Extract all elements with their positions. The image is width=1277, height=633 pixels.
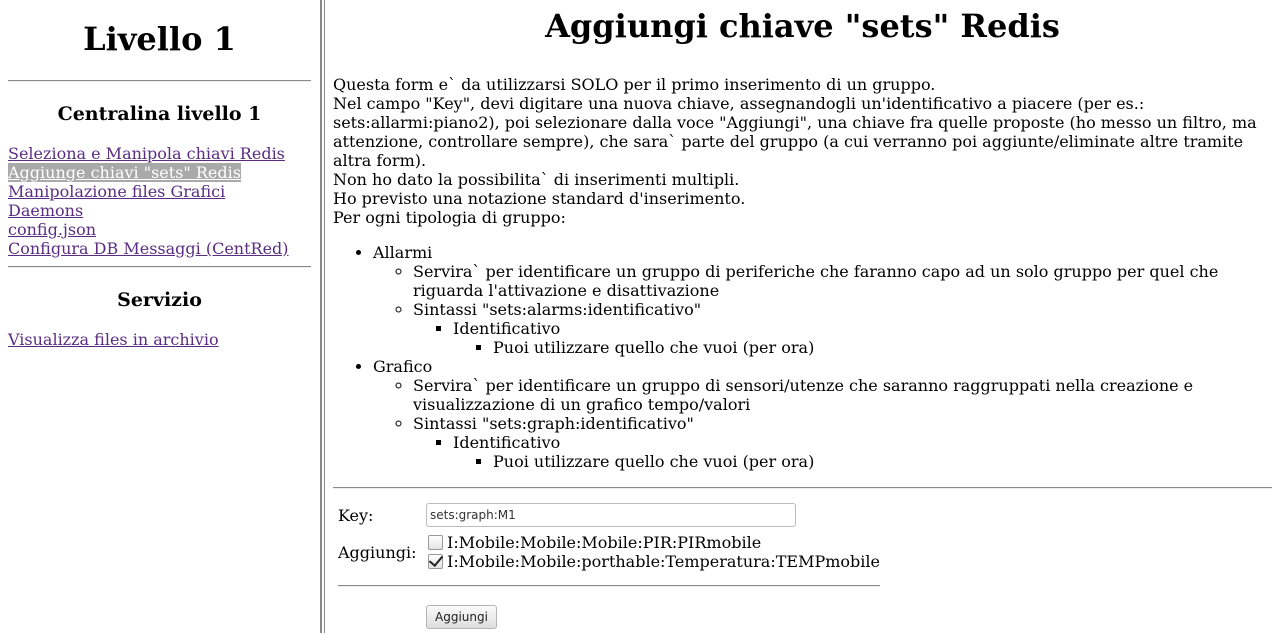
option-row[interactable] bbox=[426, 552, 880, 571]
sidebar bbox=[0, 20, 320, 349]
nav-link-aggiunge-chiavi-sets[interactable]: Aggiunge chiavi "sets" Redis bbox=[8, 163, 241, 182]
divider bbox=[8, 80, 311, 82]
identifier-note: ▪ Puoi utilizzare quello che vuoi (per ora) bbox=[493, 338, 1272, 357]
submit-cell bbox=[423, 603, 883, 631]
main-content bbox=[325, 7, 1277, 633]
intro-line: Nel campo "Key", devi digitare una nuova chiave, assegnandogli un'identificativo a piacere (per es.: sets:allarmi:piano2), poi selezionare dalla voce "Aggiungi", una chiave fra quelle proposte (ho messo un filtro, ma attenzione, controllare sempre), che sara` parte del gruppo (a cui verranno poi aggiunte/eliminate altre tramite altra form). bbox=[333, 94, 1257, 170]
left-frame bbox=[0, 0, 320, 633]
add-set-form bbox=[333, 499, 1272, 633]
intro-line: Non ho dato la possibilita` di inserimenti multipli. bbox=[333, 170, 740, 189]
nav-link-manipolazione-grafici[interactable]: Manipolazione files Grafici bbox=[8, 182, 226, 201]
add-label: Aggiungi: bbox=[338, 542, 417, 562]
section-title-servizio: Servizio bbox=[117, 289, 202, 311]
form-divider bbox=[333, 487, 1272, 489]
intro-line: Per ogni tipologia di gruppo: bbox=[333, 208, 566, 227]
group-syntax-item bbox=[413, 300, 1272, 357]
nav-link-configura-db-messaggi[interactable]: Configura DB Messaggi (CentRed) bbox=[8, 239, 289, 258]
list-item-allarmi bbox=[373, 243, 1272, 357]
identifier-item bbox=[453, 433, 1272, 471]
key-label: Key: bbox=[338, 505, 374, 525]
nav-link-seleziona-chiavi[interactable]: Seleziona e Manipola chiavi Redis bbox=[8, 144, 285, 163]
options-cell bbox=[423, 531, 883, 573]
option-row[interactable] bbox=[426, 533, 880, 552]
group-syntax-item bbox=[413, 414, 1272, 471]
identifier-note: ▪ Puoi utilizzare quello che vuoi (per ora) bbox=[493, 452, 1272, 471]
add-row bbox=[335, 531, 883, 573]
intro-text bbox=[333, 75, 1272, 227]
form-table bbox=[333, 499, 885, 633]
page-title: Aggiungi chiave "sets" Redis bbox=[545, 7, 1060, 45]
group-syntax: Sintassi "sets:alarms:identificativo" bbox=[413, 300, 702, 319]
nav-link-visualizza-archivio[interactable]: Visualizza files in archivio bbox=[8, 330, 219, 349]
identifier-label: Identificativo bbox=[453, 433, 561, 452]
group-details-list bbox=[373, 262, 1272, 357]
key-input[interactable] bbox=[426, 503, 796, 527]
intro-line: Questa form e` da utilizzarsi SOLO per il primo inserimento di un gruppo. bbox=[333, 75, 936, 94]
group-description: ◦ Servira` per identificare un gruppo di periferiche che faranno capo ad un solo gruppo per quel che riguarda l'attivazione e disattivazione bbox=[413, 262, 1272, 300]
submit-row bbox=[335, 603, 883, 631]
group-name: Allarmi bbox=[373, 243, 433, 262]
group-details-list bbox=[373, 376, 1272, 471]
option-checkbox[interactable] bbox=[428, 554, 443, 569]
identifier-list bbox=[413, 319, 1272, 357]
group-types-list bbox=[333, 243, 1272, 471]
submit-spacer bbox=[335, 603, 421, 631]
option-label: I:Mobile:Mobile:Mobile:PIR:PIRmobile bbox=[447, 533, 762, 552]
identifier-item bbox=[453, 319, 1272, 357]
option-label: I:Mobile:Mobile:porthable:Temperatura:TEMPmobile bbox=[447, 552, 880, 571]
intro-line: Ho previsto una notazione standard d'inserimento. bbox=[333, 189, 746, 208]
section-title-centralina: Centralina livello 1 bbox=[57, 103, 262, 125]
site-title: Livello 1 bbox=[83, 20, 236, 58]
divider bbox=[8, 266, 311, 268]
list-item-grafico bbox=[373, 357, 1272, 471]
rule-cell bbox=[335, 575, 883, 601]
main-frame bbox=[325, 0, 1277, 633]
nav-link-config-json[interactable]: config.json bbox=[8, 220, 97, 239]
identifier-list bbox=[413, 433, 1272, 471]
identifier-label: Identificativo bbox=[453, 319, 561, 338]
identifier-note-list bbox=[453, 338, 1272, 357]
key-row bbox=[335, 501, 883, 529]
nav-list bbox=[8, 144, 311, 258]
submit-divider bbox=[338, 585, 880, 587]
nav-link-daemons[interactable]: Daemons bbox=[8, 201, 84, 220]
key-cell bbox=[423, 501, 883, 529]
rule-row bbox=[335, 575, 883, 601]
option-checkbox[interactable] bbox=[428, 535, 443, 550]
group-name: Grafico bbox=[373, 357, 433, 376]
identifier-note-list bbox=[453, 452, 1272, 471]
service-list bbox=[8, 330, 311, 349]
group-description: ◦ Servira` per identificare un gruppo di sensori/utenze che saranno raggruppati nella creazione e visualizzazione di un grafico tempo/valori bbox=[413, 376, 1272, 414]
group-syntax: Sintassi "sets:graph:identificativo" bbox=[413, 414, 694, 433]
aggiungi-submit-button[interactable]: Aggiungi bbox=[426, 605, 497, 629]
